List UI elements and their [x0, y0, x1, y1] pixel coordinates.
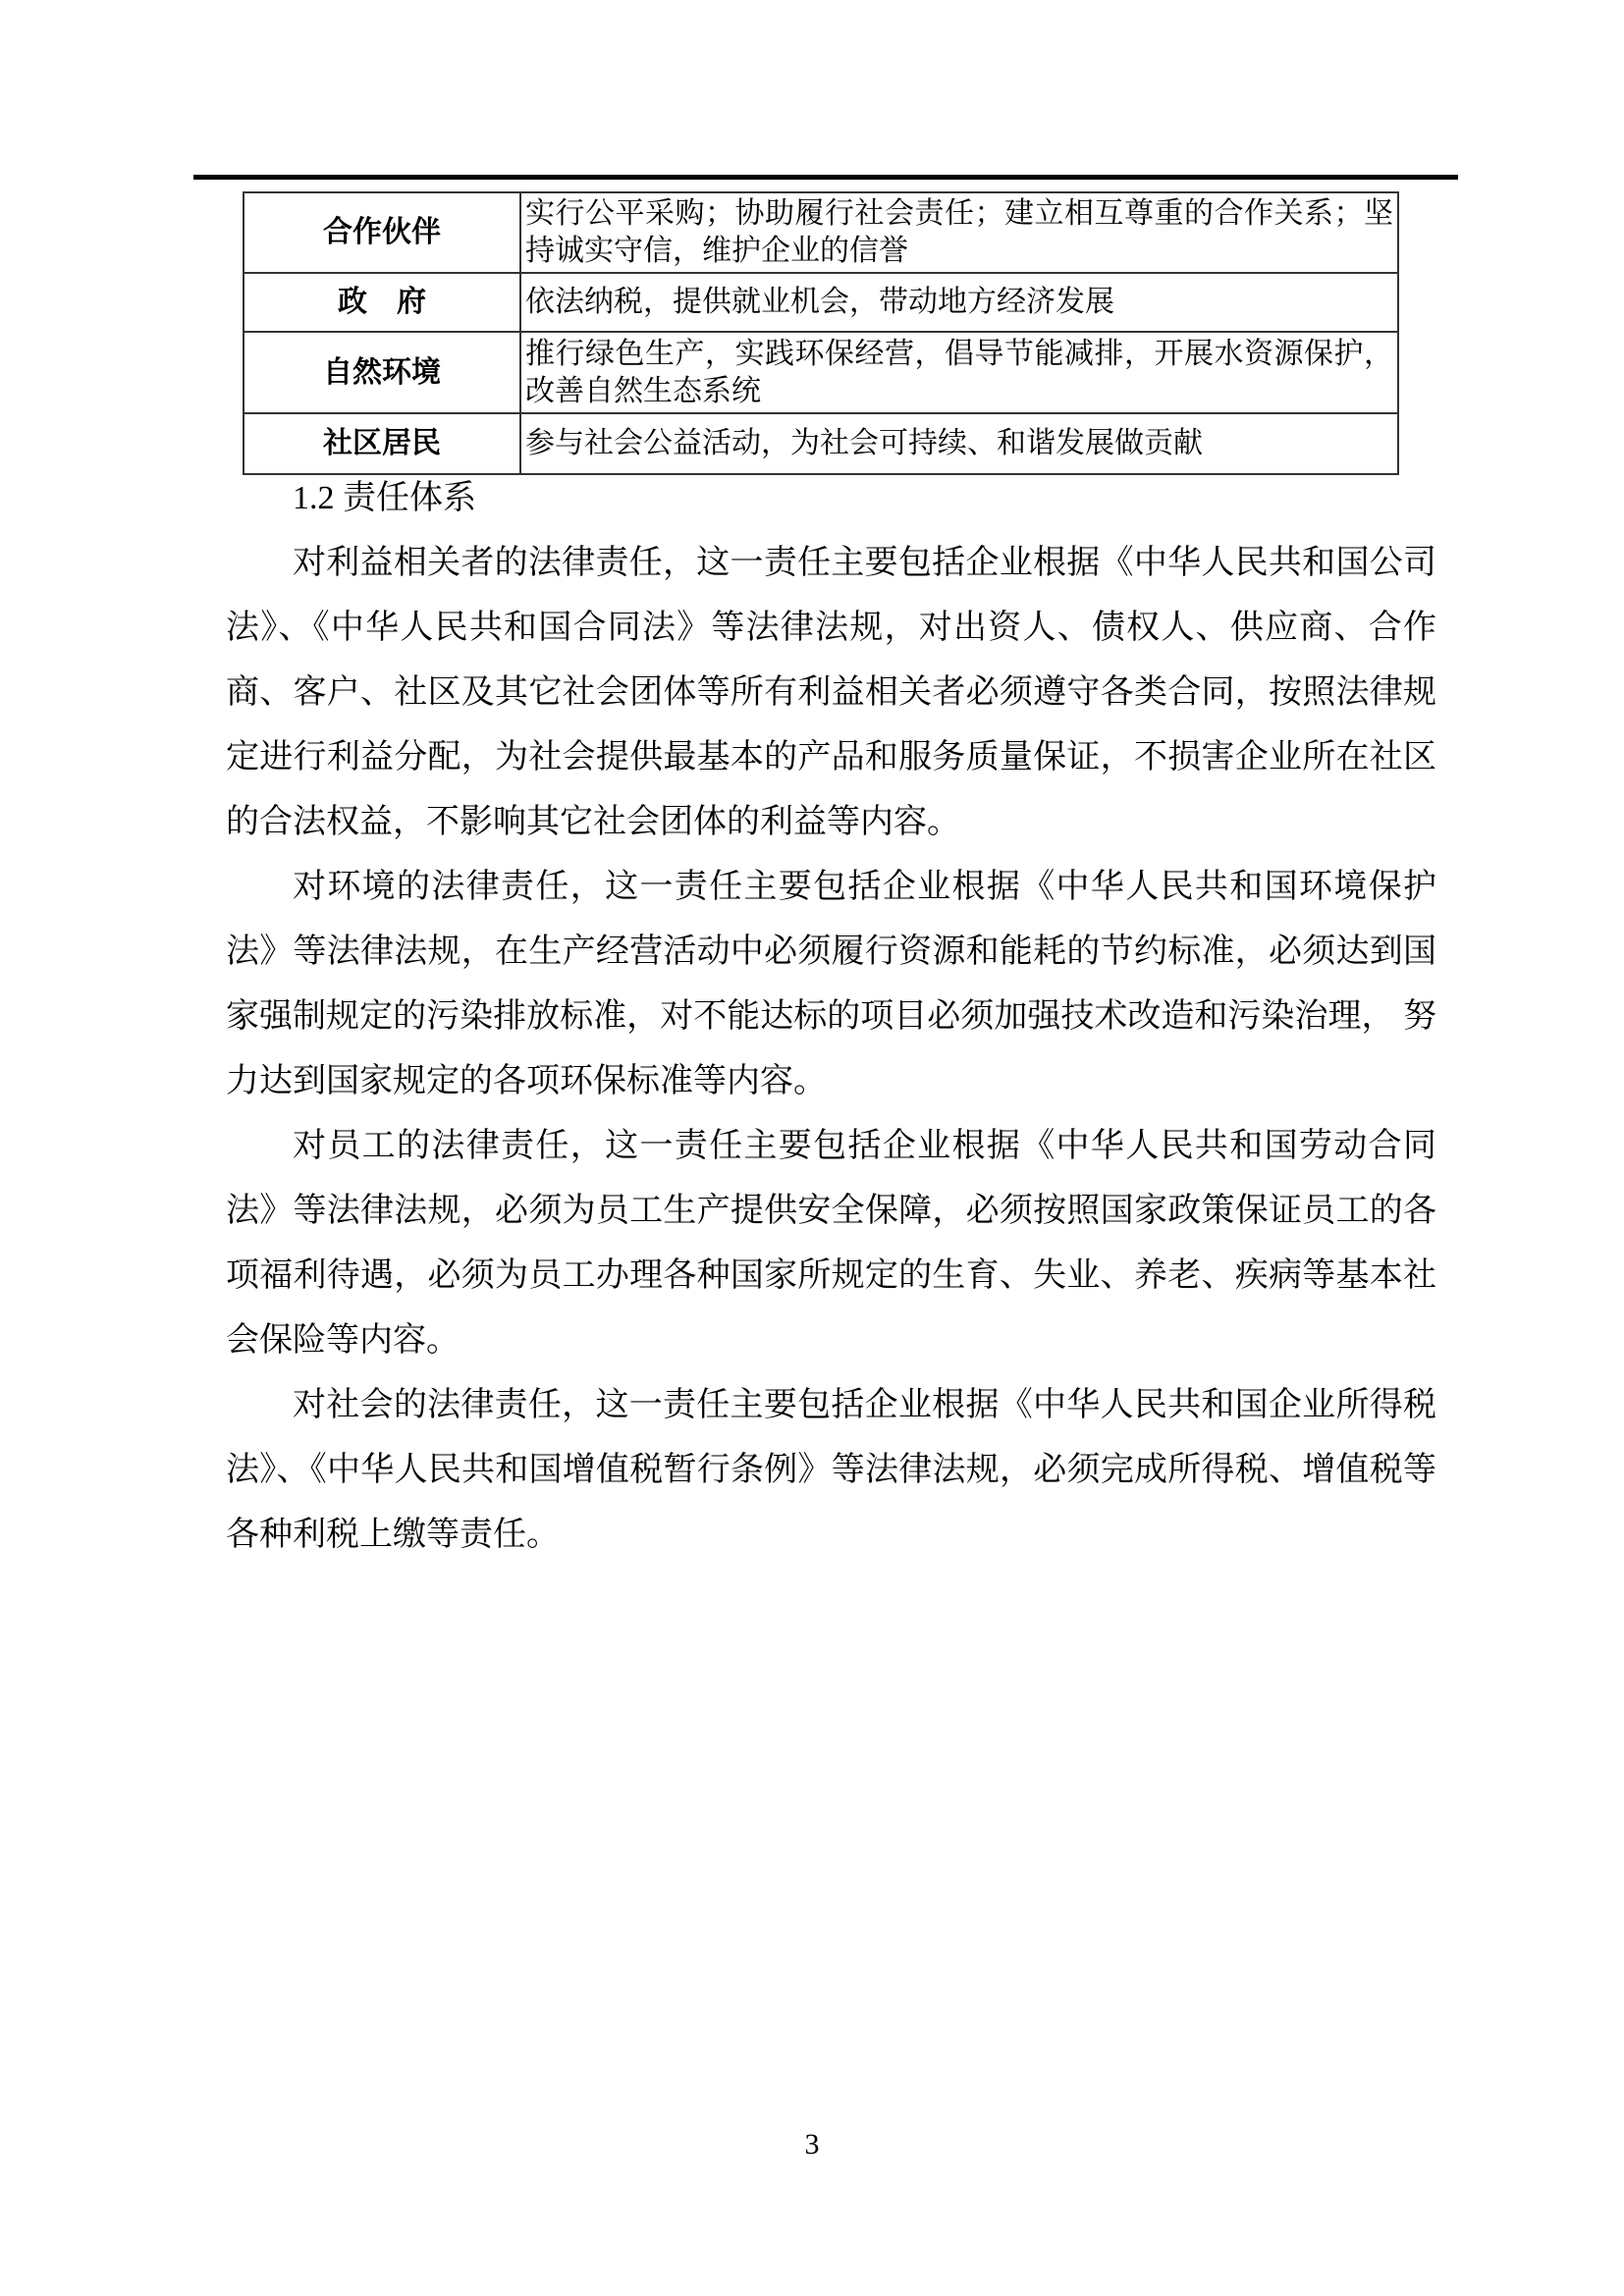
section-body — [226, 466, 1436, 1568]
stakeholder-name-cell: 自然环境 — [244, 332, 520, 413]
stakeholder-desc-cell: 实行公平采购；协助履行社会责任；建立相互尊重的合作关系；坚持诚实守信，维护企业的信誉 — [520, 192, 1398, 273]
stakeholder-desc-cell: 推行绿色生产，实践环保经营，倡导节能减排，开展水资源保护，改善自然生态系统 — [520, 332, 1398, 413]
paragraph-environment-legal-duty: 对环境的法律责任，这一责任主要包括企业根据《中华人民共和国环境保护法》等法律法规，在生产经营活动中必须履行资源和能耗的节约标准，必须达到国家强制规定的污染排放标准，对不能达标的项目必须加强技术改造和污染治理， 努力达到国家规定的各项环保标准等内容。 — [226, 869, 1436, 1099]
paragraph-employee-legal-duty: 对员工的法律责任，这一责任主要包括企业根据《中华人民共和国劳动合同法》等法律法规，必须为员工生产提供安全保障，必须按照国家政策保证员工的各项福利待遇，必须为员工办理各种国家所规定的生育、失业、养老、疾病等基本社会保险等内容。 — [226, 1128, 1436, 1359]
stakeholder-responsibility-table — [243, 191, 1399, 475]
table-row — [244, 273, 1398, 332]
stakeholder-table-body — [244, 192, 1398, 474]
page-number: 3 — [804, 2128, 820, 2161]
stakeholder-desc-cell: 参与社会公益活动，为社会可持续、和谐发展做贡献 — [520, 413, 1398, 474]
paragraph-society-legal-duty: 对社会的法律责任，这一责任主要包括企业根据《中华人民共和国企业所得税法》、《中华人民共和国增值税暂行条例》等法律法规，必须完成所得税、增值税等各种利税上缴等责任。 — [226, 1387, 1436, 1553]
stakeholder-name-cell: 政 府 — [244, 273, 520, 332]
page-header-rule — [193, 175, 1458, 180]
paragraph-stakeholder-legal-duty: 对利益相关者的法律责任，这一责任主要包括企业根据《中华人民共和国公司法》、《中华人民共和国合同法》等法律法规，对出资人、债权人、供应商、合作商、客户、社区及其它社会团体等所有利益相关者必须遵守各类合同，按照法律规定进行利益分配，为社会提供最基本的产品和服务质量保证，不损害企业所在社区的合法权益，不影响其它社会团体的利益等内容。 — [226, 545, 1436, 840]
table-row — [244, 413, 1398, 474]
stakeholder-name-cell: 合作伙伴 — [244, 192, 520, 273]
section-heading: 1.2 责任体系 — [293, 480, 476, 516]
stakeholder-desc-cell: 依法纳税，提供就业机会，带动地方经济发展 — [520, 273, 1398, 332]
table-row — [244, 192, 1398, 273]
table-row — [244, 332, 1398, 413]
stakeholder-name-cell: 社区居民 — [244, 413, 520, 474]
